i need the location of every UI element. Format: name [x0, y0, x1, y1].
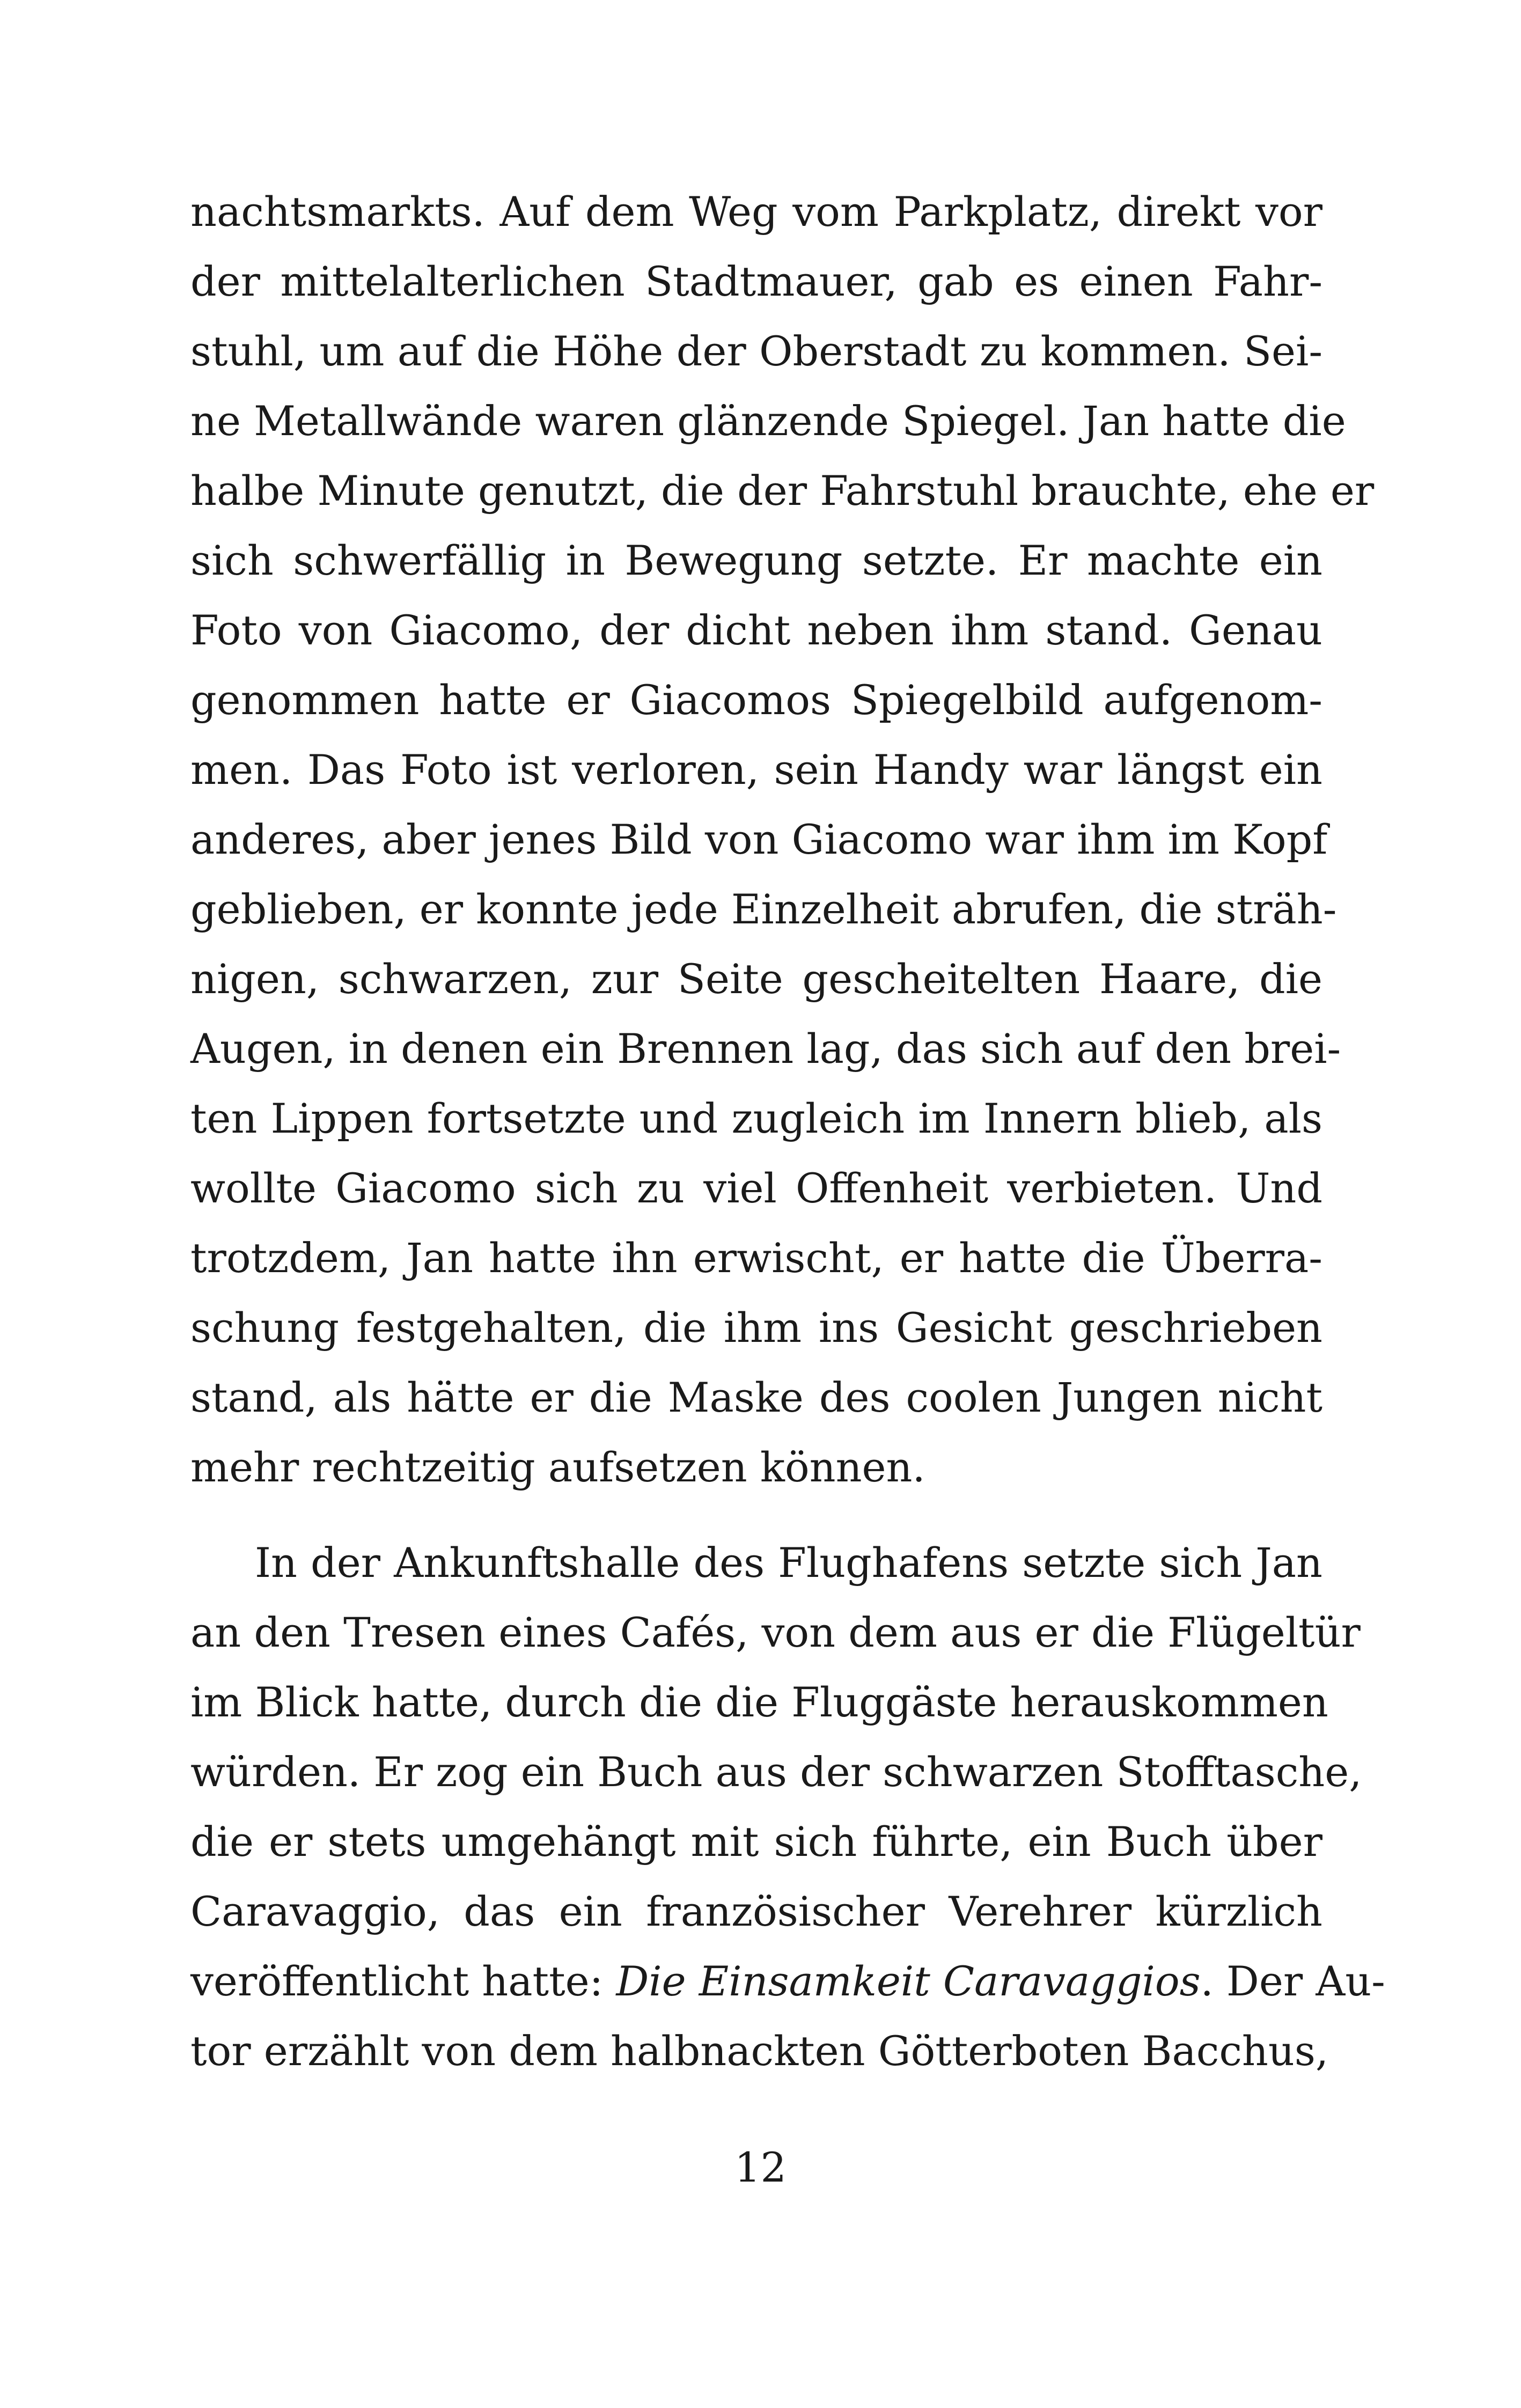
- text-line: Caravaggio, das ein französischer Verehrer kürzlich: [190, 1888, 1322, 1935]
- text-line: ne Metallwände waren glänzende Spiegel. Jan hatte die: [190, 397, 1346, 445]
- text-line: nigen, schwarzen, zur Seite gescheitelten Haare, die: [190, 955, 1322, 1003]
- text-line: In der Ankunftshalle des Flughafens setzte sich Jan: [255, 1539, 1322, 1587]
- text-line-with-title: [190, 1947, 1385, 2016]
- text-line: trotzdem, Jan hatte ihn erwischt, er hatte die Überra-: [190, 1234, 1322, 1282]
- text-line: im Blick hatte, durch die die Fluggäste herauskommen: [190, 1678, 1328, 1726]
- text-line: die er stets umgehängt mit sich führte, ein Buch über: [190, 1818, 1322, 1866]
- text-line: an den Tresen eines Cafés, von dem aus er die Flügeltür: [190, 1609, 1361, 1656]
- text-line: genommen hatte er Giacomos Spiegelbild aufgenom-: [190, 676, 1322, 724]
- body-text: [190, 177, 1385, 2086]
- paragraph-2: [190, 1528, 1385, 2086]
- paragraph-gap: [190, 1502, 1322, 1528]
- text-segment: . Der Au-: [1200, 1957, 1385, 2005]
- paragraph-1: [190, 177, 1375, 1502]
- text-line: wollte Giacomo sich zu viel Offenheit verbieten. Und: [190, 1164, 1322, 1212]
- text-line: sich schwerfällig in Bewegung setzte. Er machte ein: [190, 537, 1322, 584]
- text-line: der mittelalterlichen Stadtmauer, gab es einen Fahr-: [190, 258, 1322, 305]
- text-line: ten Lippen fortsetzte und zugleich im Innern blieb, als: [190, 1095, 1322, 1142]
- text-line: Augen, in denen ein Brennen lag, das sich auf den brei-: [190, 1025, 1341, 1073]
- text-line: men. Das Foto ist verloren, sein Handy war längst ein: [190, 746, 1322, 794]
- page-number: 12: [734, 2143, 787, 2191]
- text-line: würden. Er zog ein Buch aus der schwarzen Stofftasche,: [190, 1748, 1362, 1796]
- book-title: Die Einsamkeit Caravaggios: [616, 1957, 1201, 2005]
- text-line: anderes, aber jenes Bild von Giacomo war ihm im Kopf: [190, 816, 1328, 863]
- text-line: geblieben, er konnte jede Einzelheit abrufen, die sträh-: [190, 885, 1337, 933]
- text-line: schung festgehalten, die ihm ins Gesicht geschrieben: [190, 1304, 1322, 1352]
- text-line: stand, als hätte er die Maske des coolen Jungen nicht: [190, 1374, 1322, 1421]
- text-line: tor erzählt von dem halbnackten Götterboten Bacchus,: [190, 2027, 1328, 2075]
- text-segment: veröffentlicht hatte:: [190, 1957, 616, 2005]
- text-line: mehr rechtzeitig aufsetzen können.: [190, 1443, 925, 1491]
- text-line: stuhl, um auf die Höhe der Oberstadt zu kommen. Sei-: [190, 327, 1322, 375]
- text-line: halbe Minute genutzt, die der Fahrstuhl brauchte, ehe er: [190, 467, 1375, 515]
- text-line: nachtsmarkts. Auf dem Weg vom Parkplatz, direkt vor: [190, 188, 1322, 236]
- text-line: Foto von Giacomo, der dicht neben ihm stand. Genau: [190, 606, 1322, 654]
